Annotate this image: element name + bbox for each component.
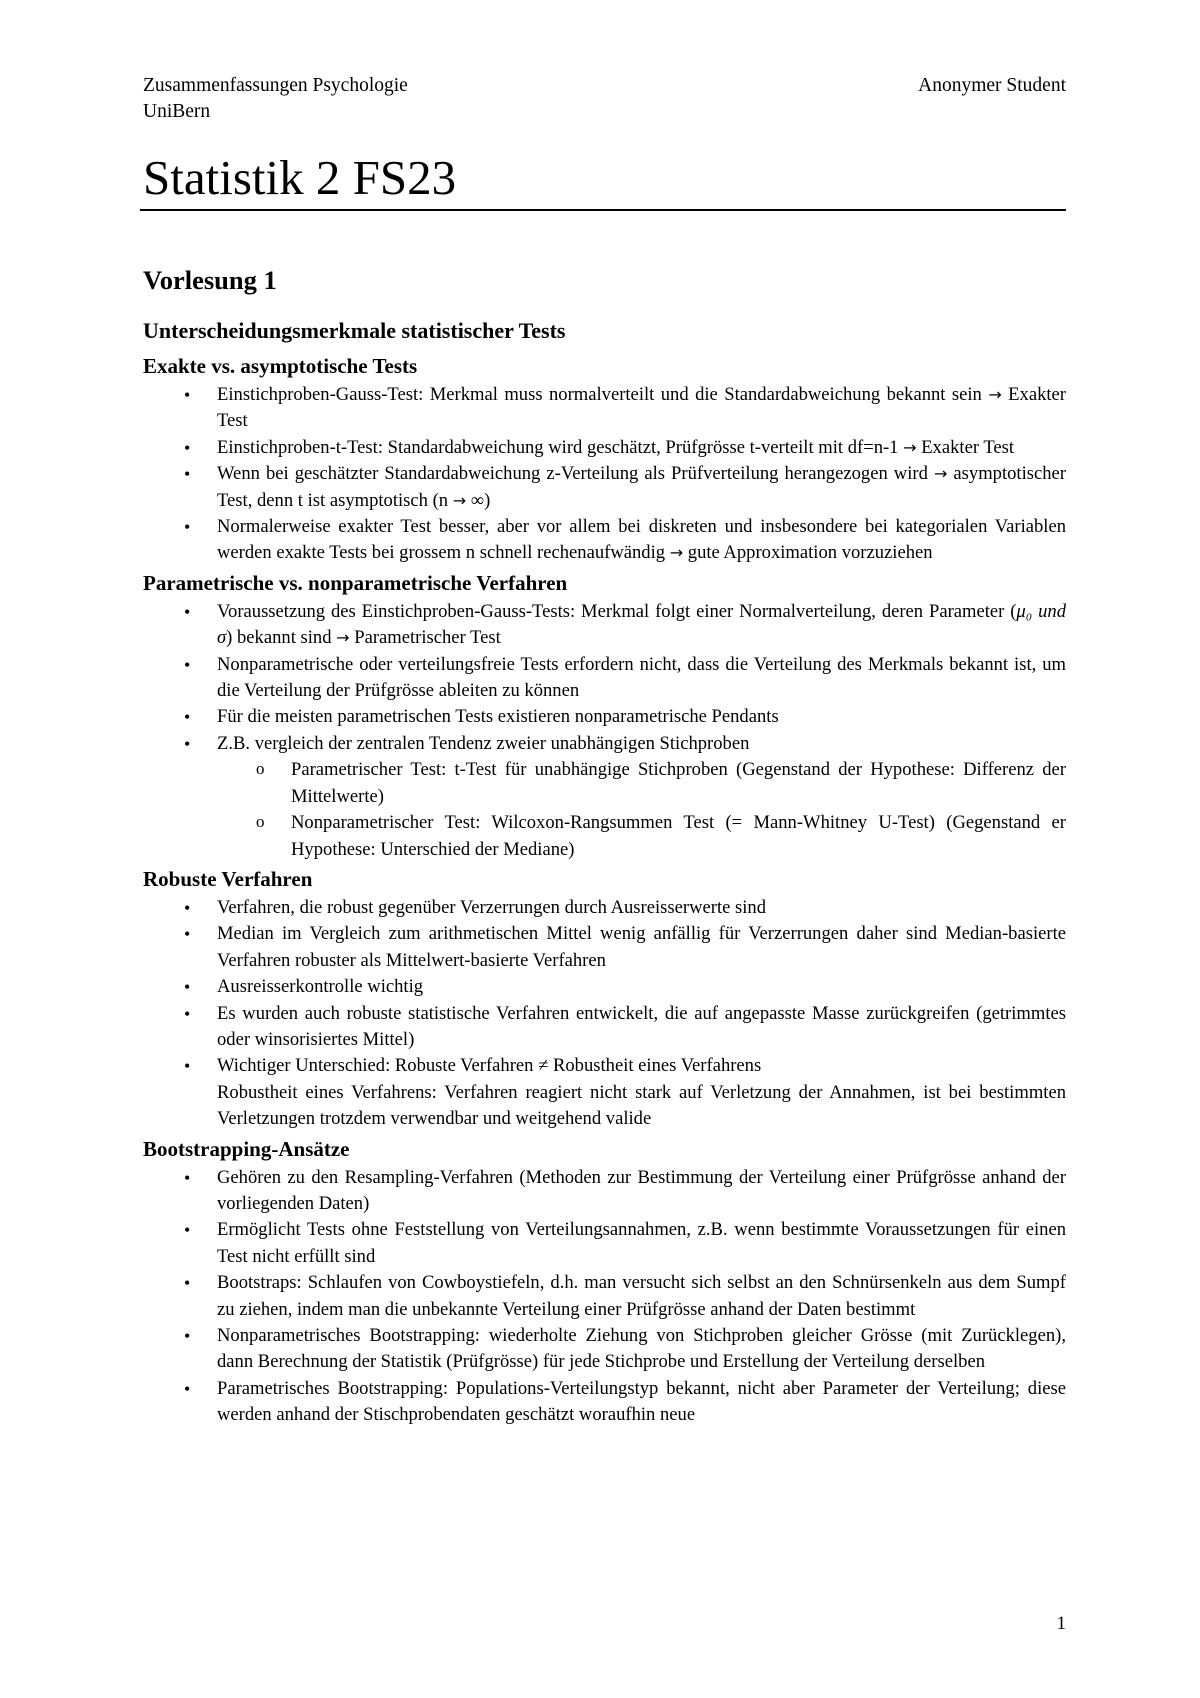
bullet-list-exact	[143, 382, 1066, 567]
arrow-right-icon: →	[336, 628, 350, 648]
item-text: Exakter Test	[921, 436, 1015, 458]
list-item	[143, 514, 1066, 567]
list-item	[143, 382, 1066, 435]
list-item: • Bootstraps: Schlaufen von Cowboystiefeln, d.h. man versucht sich selbst an den Schnürsenkeln aus dem Sumpf zu ziehen, indem man die unbekannte Verteilung einer Prüfgrösse anhand der Daten bestimmt	[143, 1270, 1066, 1323]
item-text: Z.B. vergleich der zentralen Tendenz zweier unabhängigen Stichproben	[217, 732, 750, 754]
item-text: ∞)	[470, 489, 491, 511]
list-item: • Es wurden auch robuste statistische Verfahren entwickelt, die auf angepasste Masse zurückgreifen (getrimmtes oder winsorisiertes Mittel)	[143, 1001, 1066, 1054]
subsection-heading-parametric: Parametrische vs. nonparametrische Verfahren	[143, 570, 568, 595]
list-item: • Median im Vergleich zum arithmetischen Mittel wenig anfällig für Verzerrungen daher sind Median-basierte Verfahren robuster als Mittelwert-basierte Verfahren	[143, 921, 1066, 974]
bullet-list-bootstrapping	[143, 1165, 1066, 1429]
document-title: Statistik 2 FS23	[143, 150, 457, 205]
subsection-heading-robust: Robuste Verfahren	[143, 866, 313, 891]
arrow-right-icon: →	[988, 385, 1002, 404]
item-text: Parametrischer Test	[354, 627, 501, 649]
list-item	[143, 731, 1066, 863]
list-item: • Parametrisches Bootstrapping: Populations-Verteilungstyp bekannt, nicht aber Parameter der Verteilung; diese werden anhand der Stischprobendaten geschätzt woraufhin neue	[143, 1376, 1066, 1429]
item-text: ) bekannt sind	[226, 627, 332, 649]
section-heading: Unterscheidungsmerkmale statistischer Tests	[143, 318, 566, 343]
item-text: asymptotischer Test, denn t ist asymptotisch (n	[217, 463, 1066, 511]
page-number: 1	[1056, 1613, 1066, 1634]
header-author: Anonymer Student	[918, 75, 1066, 96]
header-course: Zusammenfassungen Psychologie	[143, 75, 408, 96]
document-body	[143, 264, 1066, 1432]
list-item: • Verfahren, die robust gegenüber Verzerrungen durch Ausreisserwerte sind	[143, 895, 1066, 921]
item-text: Normalerweise exakter Test besser, aber vor allem bei diskreten und insbesondere bei kategorialen Variablen werden exakte Tests bei grossem n schnell rechenaufwändig	[217, 516, 1066, 564]
math-expression: μ₀ und σ	[217, 600, 1066, 649]
sub-list	[217, 757, 1066, 863]
header-university: UniBern	[143, 101, 211, 122]
item-text: Wenn bei geschätzter Standardabweichung z-Verteilung als Prüfverteilung herangezogen wird	[217, 463, 928, 485]
list-item: • Für die meisten parametrischen Tests existieren nonparametrische Pendants	[143, 704, 1066, 730]
list-item	[143, 1053, 1066, 1132]
item-text: Exakter Test	[217, 384, 1066, 432]
arrow-right-icon: →	[452, 490, 467, 510]
list-item	[143, 599, 1066, 652]
list-item: • Nonparametrisches Bootstrapping: wiederholte Ziehung von Stichproben gleicher Grösse (mit Zurücklegen), dann Berechnung der Statistik (Prüfgrösse) für jede Stichprobe und Erstellung der Verteilung derselben	[143, 1323, 1066, 1376]
item-text: Voraussetzung des Einstichproben-Gauss-Tests: Merkmal folgt einer Normalverteilung, deren Parameter (	[217, 600, 1017, 622]
list-item: • Ausreisserkontrolle wichtig	[143, 974, 1066, 1000]
list-item: • Nonparametrische oder verteilungsfreie Tests erfordern nicht, dass die Verteilung des Merkmals bekannt ist, um die Verteilung der Prüfgrösse ableiten zu können	[143, 652, 1066, 705]
arrow-right-icon: →	[933, 464, 948, 484]
list-item	[143, 435, 1066, 461]
arrow-right-icon: →	[669, 543, 684, 563]
list-item: • Ermöglicht Tests ohne Feststellung von Verteilungsannahmen, z.B. wenn bestimmte Voraussetzungen für einen Test nicht erfüllt sind	[143, 1217, 1066, 1270]
bullet-list-parametric	[143, 599, 1066, 863]
arrow-right-icon: →	[903, 437, 917, 457]
subsection-heading-exact: Exakte vs. asymptotische Tests	[143, 354, 418, 378]
item-text: Wichtiger Unterschied: Robuste Verfahren ≠ Robustheit eines Verfahrens	[217, 1055, 762, 1077]
title-underline	[140, 209, 1066, 211]
item-text: Einstichproben-t-Test: Standardabweichung wird geschätzt, Prüfgrösse t-verteilt mit df=n-1	[217, 436, 899, 458]
item-text: Einstichproben-Gauss-Test: Merkmal muss normalverteilt und die Standardabweichung bekannt sein	[217, 384, 982, 405]
list-item: • Gehören zu den Resampling-Verfahren (Methoden zur Bestimmung der Verteilung einer Prüfgrösse anhand der vorliegenden Daten)	[143, 1165, 1066, 1218]
sub-list-item: o Nonparametrischer Test: Wilcoxon-Rangsummen Test (= Mann-Whitney U-Test) (Gegenstand er Hypothese: Unterschied der Mediane)	[217, 810, 1066, 863]
page-header-left	[143, 73, 408, 125]
bullet-list-robust	[143, 895, 1066, 1133]
sub-list-item: o Parametrischer Test: t-Test für unabhängige Stichproben (Gegenstand der Hypothese: Differenz der Mittelwerte)	[217, 757, 1066, 810]
list-item	[143, 461, 1066, 514]
lecture-heading: Vorlesung 1	[143, 265, 277, 295]
subsection-heading-bootstrapping: Bootstrapping-Ansätze	[143, 1136, 350, 1161]
item-text: Robustheit eines Verfahrens: Verfahren reagiert nicht stark auf Verletzung der Annahmen, ist bei bestimmten Verletzungen trotzdem verwendbar und weitgehend valide	[217, 1081, 1066, 1130]
item-text: gute Approximation vorzuziehen	[687, 542, 933, 564]
